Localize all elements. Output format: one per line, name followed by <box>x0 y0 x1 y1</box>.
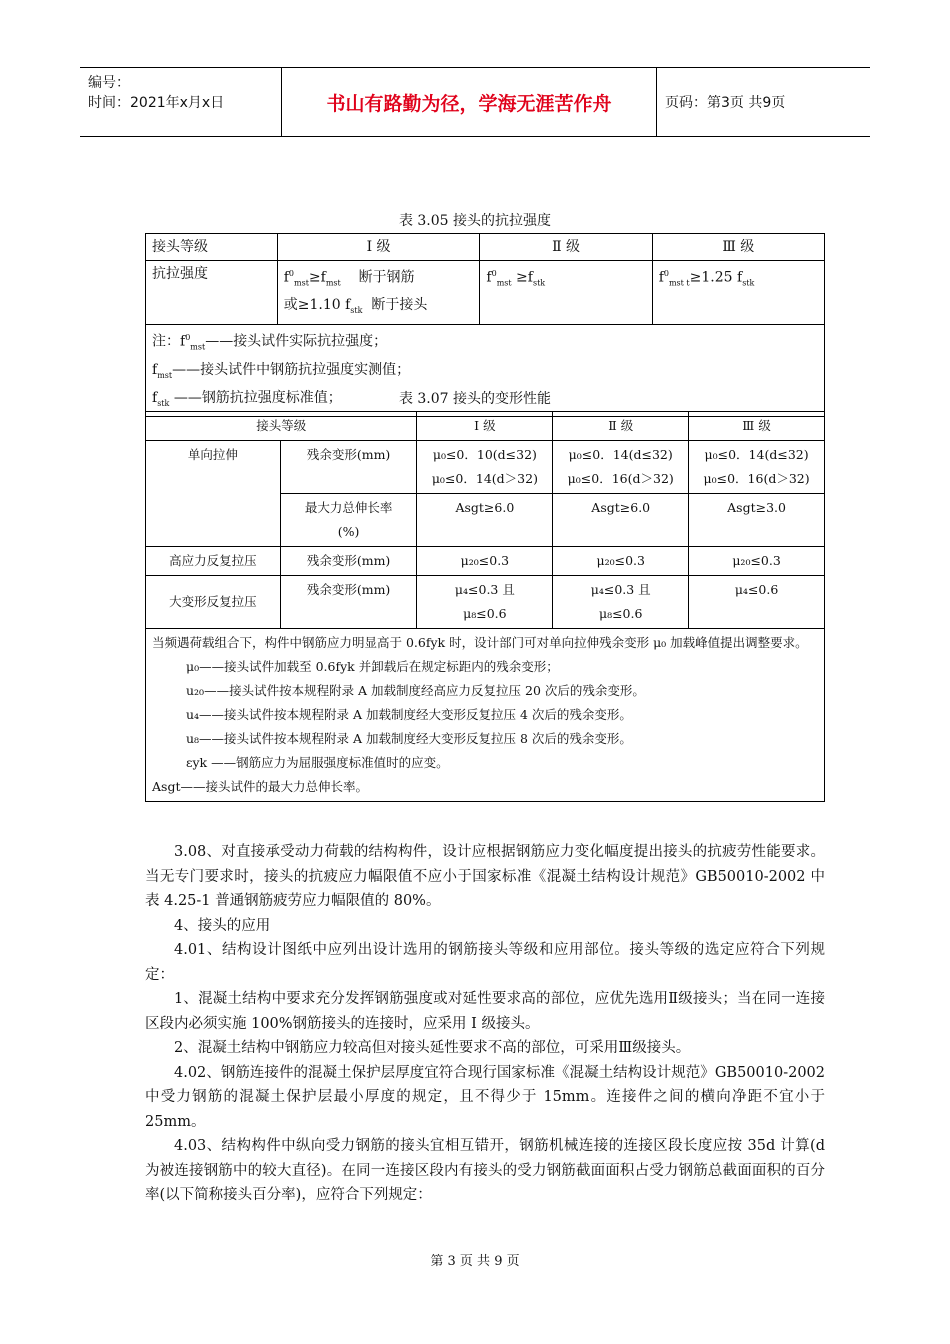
header-cell: 接头等级 <box>146 412 417 441</box>
row-label: 抗拉强度 <box>146 261 278 325</box>
header-cell: I 级 <box>277 234 480 261</box>
paragraph: 4.03、结构构件中纵向受力钢筋的接头宜相互错开，钢筋机械连接的连接区段长度应按 35d 计算(d 为被连接钢筋中的较大直径)。在同一连接区段内有接头的受力钢筋截面面积占受力钢筋总截面面积的百分率(以下简称接头百分率)，应符合下列规定： <box>145 1138 825 1203</box>
paragraph: 4.02、钢筋连接件的混凝土保护层厚度宜符合现行国家标准《混凝土结构设计规范》GB50010-2002 中受力钢筋的混凝土保护层最小厚度的规定，且不得少于 15mm。连接件之间的横向净距不宜小于 25mm。 <box>145 1064 825 1130</box>
row-item-label: 残余变形(mm) <box>280 576 417 629</box>
row-group-label: 高应力反复拉压 <box>146 547 281 576</box>
table-cell: μ₄≤0.6 <box>689 576 825 629</box>
section-heading: 4、接头的应用 <box>174 917 271 934</box>
note-line: u₈——接头试件按本规程附录 A 加载制度经大变形反复拉压 8 次后的残余变形。 <box>186 731 632 746</box>
body-text <box>145 840 825 1208</box>
header-cell: Ⅲ 级 <box>652 234 824 261</box>
grade-1-cell: $f^0_{mst}\ge f_{mst}$ 断于钢筋 或≥1.10 $f_{stk}$ 断于接头 <box>277 261 480 325</box>
table-3-07-caption: 表 3.07 接头的变形性能 <box>398 391 552 407</box>
note-line: εyk ——钢筋应力为屈服强度标准值时的应变。 <box>186 755 449 770</box>
row-item-label: 最大力总伸长率 (%) <box>280 494 417 547</box>
row-item-label: 残余变形(mm) <box>280 441 417 494</box>
table-cell: μ₂₀≤0.3 <box>553 547 689 576</box>
deformation-table <box>145 411 825 802</box>
row-item-label: 残余变形(mm) <box>280 547 417 576</box>
paragraph: 3.08、对直接承受动力荷载的结构构件，设计应根据钢筋应力变化幅度提出接头的抗疲劳性能要求。当无专门要求时，接头的抗疲应力幅限值不应小于国家标准《混凝土结构设计规范》GB50010-2002 中表 4.25-1 普通钢筋疲劳应力幅限值的 80%。 <box>145 844 825 909</box>
table-cell: μ₄≤0.3 且 μ₈≤0.6 <box>553 576 689 629</box>
header-motto: 书山有路勤为径，学海无涯苦作舟 <box>282 68 657 136</box>
header-cell: Ⅱ 级 <box>553 412 689 441</box>
table-3-05-caption: 表 3.05 接头的抗拉强度 <box>398 213 552 229</box>
paragraph: 1、混凝土结构中要求充分发挥钢筋强度或对延性要求高的部位，应优先选用Ⅱ级接头；当在同一连接区段内必须实施 100%钢筋接头的连接时，应采用 I 级接头。 <box>145 991 825 1032</box>
grade-2-cell: $f^0_{mst} \ge f_{stk}$ <box>480 261 652 325</box>
table-cell: Asgt≥3.0 <box>689 494 825 547</box>
paragraph: 2、混凝土结构中钢筋应力较高但对接头延性要求不高的部位，可采用Ⅲ级接头。 <box>174 1040 691 1056</box>
note-line: 当频遇荷载组合下，构件中钢筋应力明显高于 0.6fyk 时，设计部门可对单向拉伸残余变形 μ₀ 加载峰值提出调整要求。 <box>152 635 808 650</box>
note-line: μ₀——接头试件加载至 0.6fyk 并卸载后在规定标距内的残余变形； <box>186 659 559 674</box>
table-cell: μ₂₀≤0.3 <box>689 547 825 576</box>
document-date-label: 时间：2021年x月x日 <box>88 95 225 111</box>
header-meta <box>80 68 282 136</box>
document-number-label: 编号： <box>88 75 130 91</box>
note-line: u₄——接头试件按本规程附录 A 加载制度经大变形反复拉压 4 次后的残余变形。 <box>186 707 632 722</box>
note-line: Asgt——接头试件的最大力总伸长率。 <box>152 779 368 794</box>
header-cell: Ⅱ 级 <box>480 234 652 261</box>
table-row <box>146 261 825 325</box>
row-group-label: 大变形反复拉压 <box>146 576 281 629</box>
table-cell: μ₀≤0．10(d≤32) μ₀≤0．14(d＞32) <box>417 441 553 494</box>
table-cell: μ₄≤0.3 且 μ₈≤0.6 <box>417 576 553 629</box>
grade-3-cell: $f^0_{mst t}\ge 1.25$ $f_{stk}$ <box>652 261 824 325</box>
header-cell: 接头等级 <box>146 234 278 261</box>
header-page-number: 页码：第3页 共9页 <box>665 95 786 111</box>
note-line: u₂₀——接头试件按本规程附录 A 加载制度经高应力反复拉压 20 次后的残余变形。 <box>186 683 645 698</box>
table-notes-row <box>146 629 825 802</box>
table-cell: μ₀≤0．14(d≤32) μ₀≤0．16(d＞32) <box>689 441 825 494</box>
table-header-row <box>146 412 825 441</box>
table-row <box>146 441 825 494</box>
row-group-label: 单向拉伸 <box>146 441 281 547</box>
table-row <box>146 576 825 629</box>
table-header-row <box>146 234 825 261</box>
page-header <box>80 67 870 137</box>
paragraph: 4.01、结构设计图纸中应列出设计选用的钢筋接头等级和应用部位。接头等级的选定应符合下列规定： <box>145 942 825 983</box>
table-cell: μ₀≤0．14(d≤32) μ₀≤0．16(d＞32) <box>553 441 689 494</box>
table-cell: Asgt≥6.0 <box>553 494 689 547</box>
table-cell: μ₂₀≤0.3 <box>417 547 553 576</box>
table-row <box>146 547 825 576</box>
table-cell: Asgt≥6.0 <box>417 494 553 547</box>
header-cell: I 级 <box>417 412 553 441</box>
header-cell: Ⅲ 级 <box>689 412 825 441</box>
table-notes: 注：$f^0_{mst}——$接头试件实际抗拉强度； $f_{mst}——$接头试件中钢筋抗拉强度实测值； $f_{stk}$ ——钢筋抗拉强度标准值； <box>146 325 825 417</box>
table-notes <box>146 629 825 802</box>
page-footer: 第 3 页 共 9 页 <box>430 1254 520 1269</box>
